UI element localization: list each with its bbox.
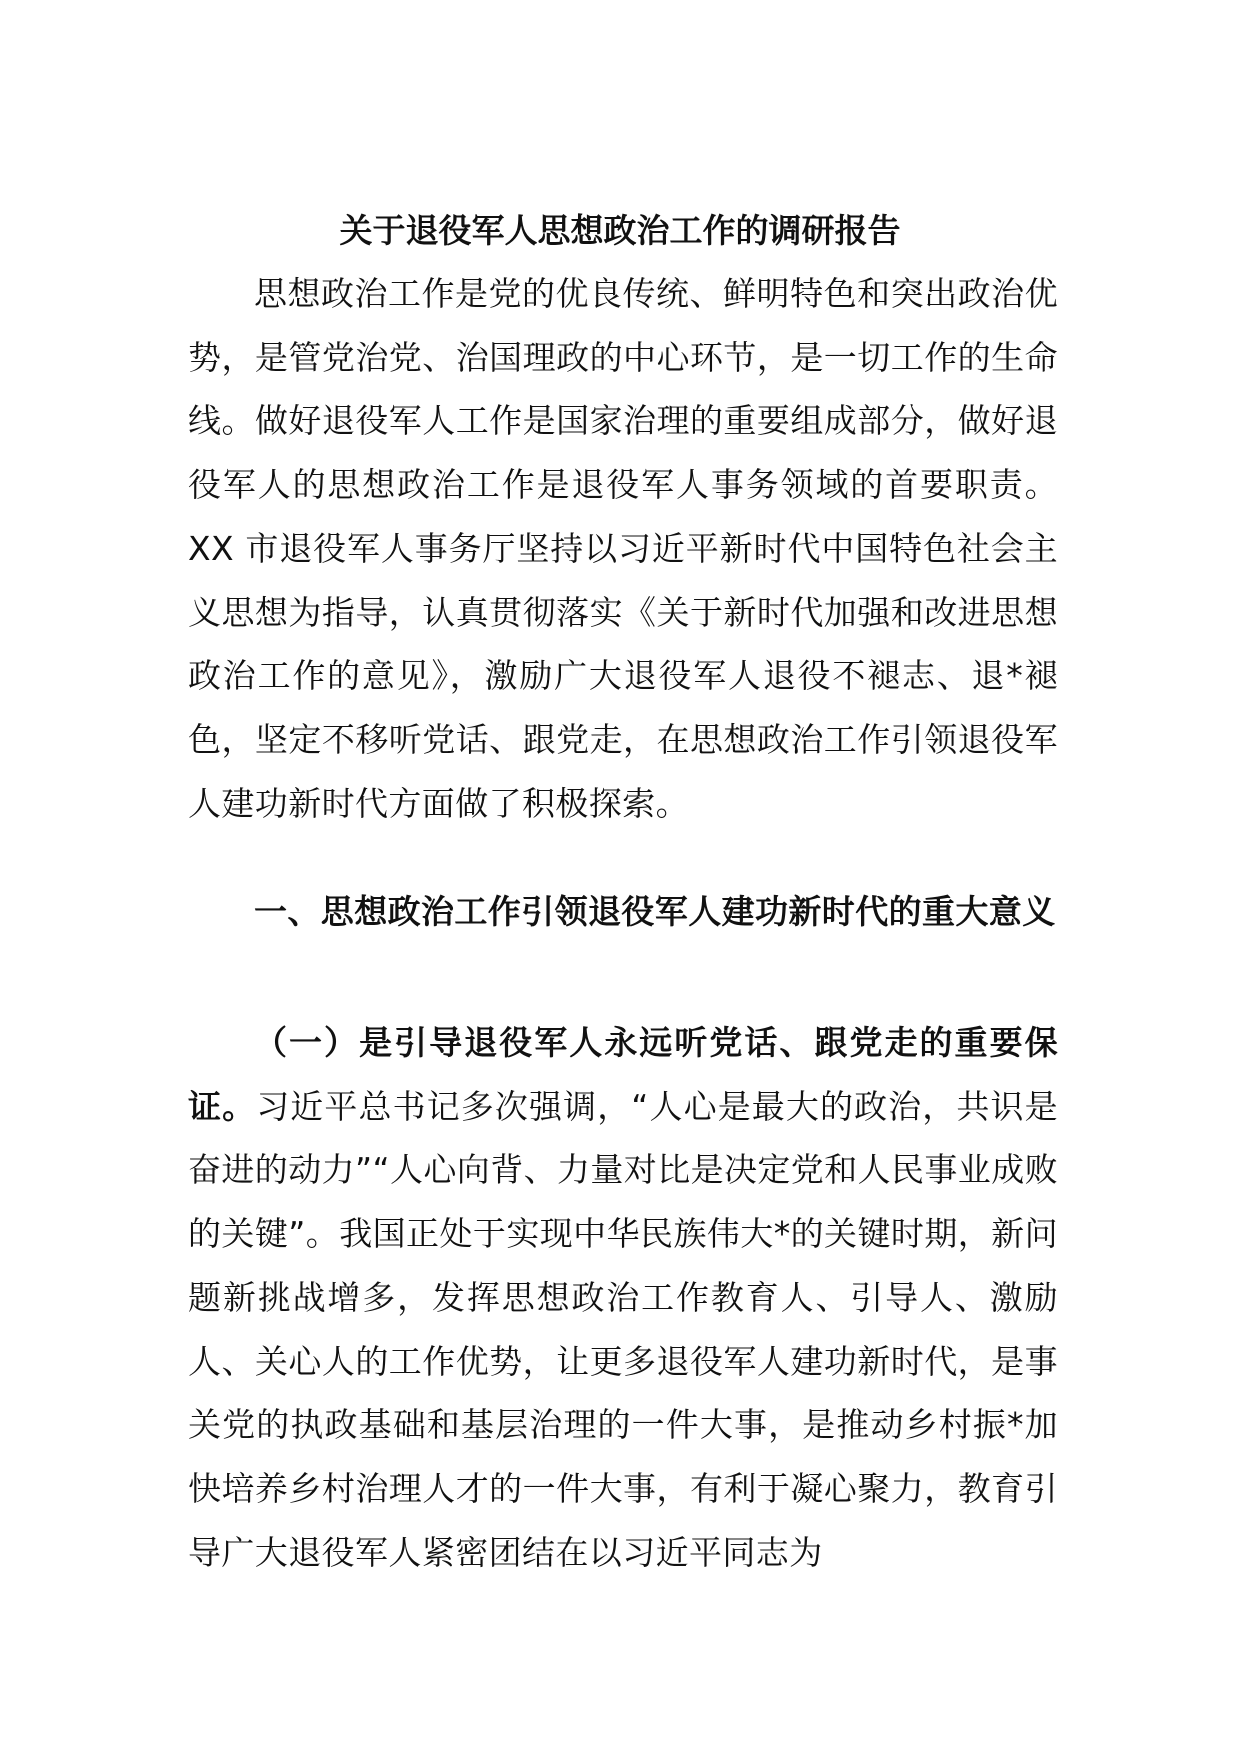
section-heading: 一、思想政治工作引领退役军人建功新时代的重大意义	[254, 892, 1056, 931]
intro-paragraph: 思想政治工作是党的优良传统、鲜明特色和突出政治优势，是管党治党、治国理政的中心环节，是一切工作的生命线。做好退役军人工作是国家治理的重要组成部分，做好退役军人的思想政治工作是退役军人事务领域的首要职责。XX 市退役军人事务厅坚持以习近平新时代中国特色社会主义思想为指导，认真贯彻落实《关于新时代加强和改进思想政治工作的意见》，激励广大退役军人退役不褪志、退*褪色，坚定不移听党话、跟党走，在思想政治工作引领退役军人建功新时代方面做了积极探索。	[188, 274, 1058, 823]
subsection-heading: （一）是引导退役军人永远听党话、跟党走的重要保证。	[188, 1023, 1058, 1126]
document-title: 关于退役军人思想政治工作的调研报告	[339, 211, 901, 250]
subsection-text: 习近平总书记多次强调，“人心是最大的政治，共识是奋进的动力”“人心向背、力量对比是决定党和人民事业成败的关键”。我国正处于实现中华民族伟大*的关键时期，新问题新挑战增多，发挥思想政治工作教育人、引导人、激励人、关心人的工作优势，让更多退役军人建功新时代，是事关党的执政基础和基层治理的一件大事，是推动乡村振*加快培养乡村治理人才的一件大事，有利于凝心聚力，教育引导广大退役军人紧密团结在以习近平同志为	[188, 1086, 1058, 1572]
subsection-paragraph	[188, 1011, 1058, 1584]
